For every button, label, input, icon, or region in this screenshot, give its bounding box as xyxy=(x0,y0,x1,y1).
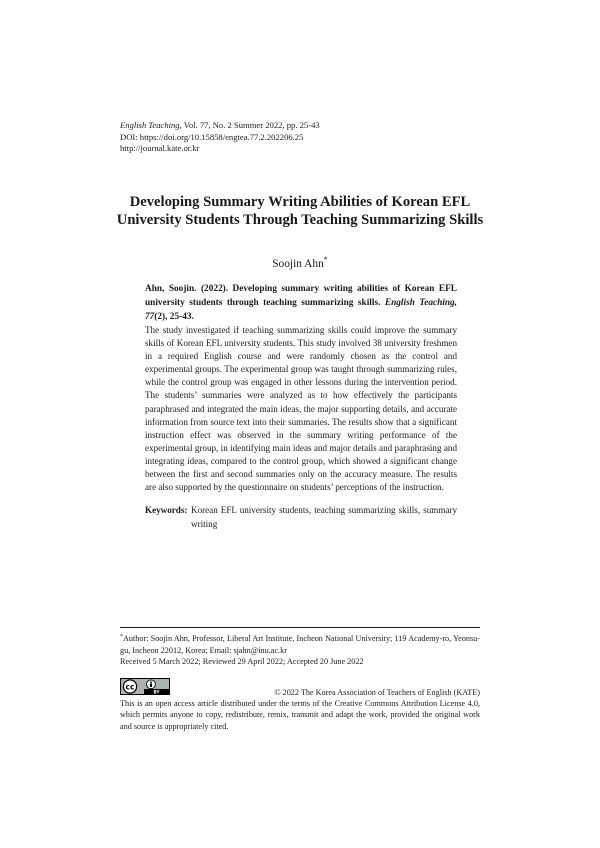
citation-authors: Ahn, Soojin. (2022). xyxy=(145,284,233,294)
citation-pages: 25-43. xyxy=(169,312,194,322)
author-name: Soojin Ahn xyxy=(272,258,324,270)
journal-doi: DOI: https://doi.org/10.15858/engtea.77.2.202206.25 xyxy=(120,131,304,142)
by-label: BY xyxy=(153,689,160,694)
cc-letters: cc xyxy=(125,682,135,692)
journal-citation-line xyxy=(120,120,320,132)
title-line-1: Developing Summary Writing Abilities of Korean EFL xyxy=(129,194,471,210)
author xyxy=(0,255,600,270)
keywords-text: Korean EFL university students, teaching summarizing skills, summary writing xyxy=(191,505,457,529)
journal-name: English Teaching xyxy=(120,120,180,130)
footnote-mark: * xyxy=(120,634,123,640)
footnote-divider xyxy=(120,627,480,628)
journal-volume: , Vol. 77, No. 2 Summer 2022, pp. 25-43 xyxy=(179,120,320,130)
paper-title xyxy=(0,193,600,229)
author-footnote-mark: * xyxy=(323,255,328,264)
title-line-2: University Students Through Teaching Summarizing Skills xyxy=(116,212,484,228)
keywords xyxy=(145,504,457,531)
license-text: This is an open access article distributed under the terms of the Creative Commons Attribution License 4.0, which permits anyone to copy, redistribute, remix, transmit and adapt the work, provided the original work and source is appropriately cited. xyxy=(120,699,480,731)
citation xyxy=(145,282,457,324)
keywords-label: Keywords: xyxy=(145,505,188,515)
copyright-notice: © 2022 The Korea Association of Teachers of English (KATE) xyxy=(274,688,480,697)
journal-info xyxy=(120,120,320,155)
received-dates: Received 5 March 2022; Reviewed 29 April 2022; Accepted 20 June 2022 xyxy=(120,657,364,666)
citation-title: Developing summary writing abilities of Korean EFL university students through teaching summarizing skills. xyxy=(145,284,457,308)
author-footnote xyxy=(120,632,480,656)
person-body-icon xyxy=(150,683,152,687)
citation-journal: English Teaching, 77 xyxy=(145,298,457,322)
journal-url: http://journal.kate.or.kr xyxy=(120,143,200,153)
person-head-icon xyxy=(150,681,152,683)
citation-issue: (2), xyxy=(154,312,168,322)
abstract: The study investigated if teaching summarizing skills could improve the summary skills of Korean EFL university students. This study involved 38 university freshmen in a required English course and were randomly chosen as the control and experimental groups. The experimental group was taught through summarizing rules, while the control group was engaged in other lessons during the intervention period. The students’ summaries were analyzed as to how effectively the participants paraphrased and integrated the main ideas, the major supporting details, and accurate information from source text into their summaries. The results show that a significant instruction effect was observed in the summary writing performance of the experimental group, in identifying main ideas and major details and paraphrasing and integrating ideas, compared to the control group, which showed a significant change between the first and second summaries only on the accuracy measure. The results are also supported by the questionnaire on students’ perceptions of the instruction. xyxy=(145,325,457,493)
footnote-text: Author: Soojin Ahn, Professor, Liberal Art Institute, Incheon National University; 119 Academy-ro, Yeonsu-gu, Incheon 22012, Korea; Email: sjahn@inu.ac.kr xyxy=(120,634,480,655)
